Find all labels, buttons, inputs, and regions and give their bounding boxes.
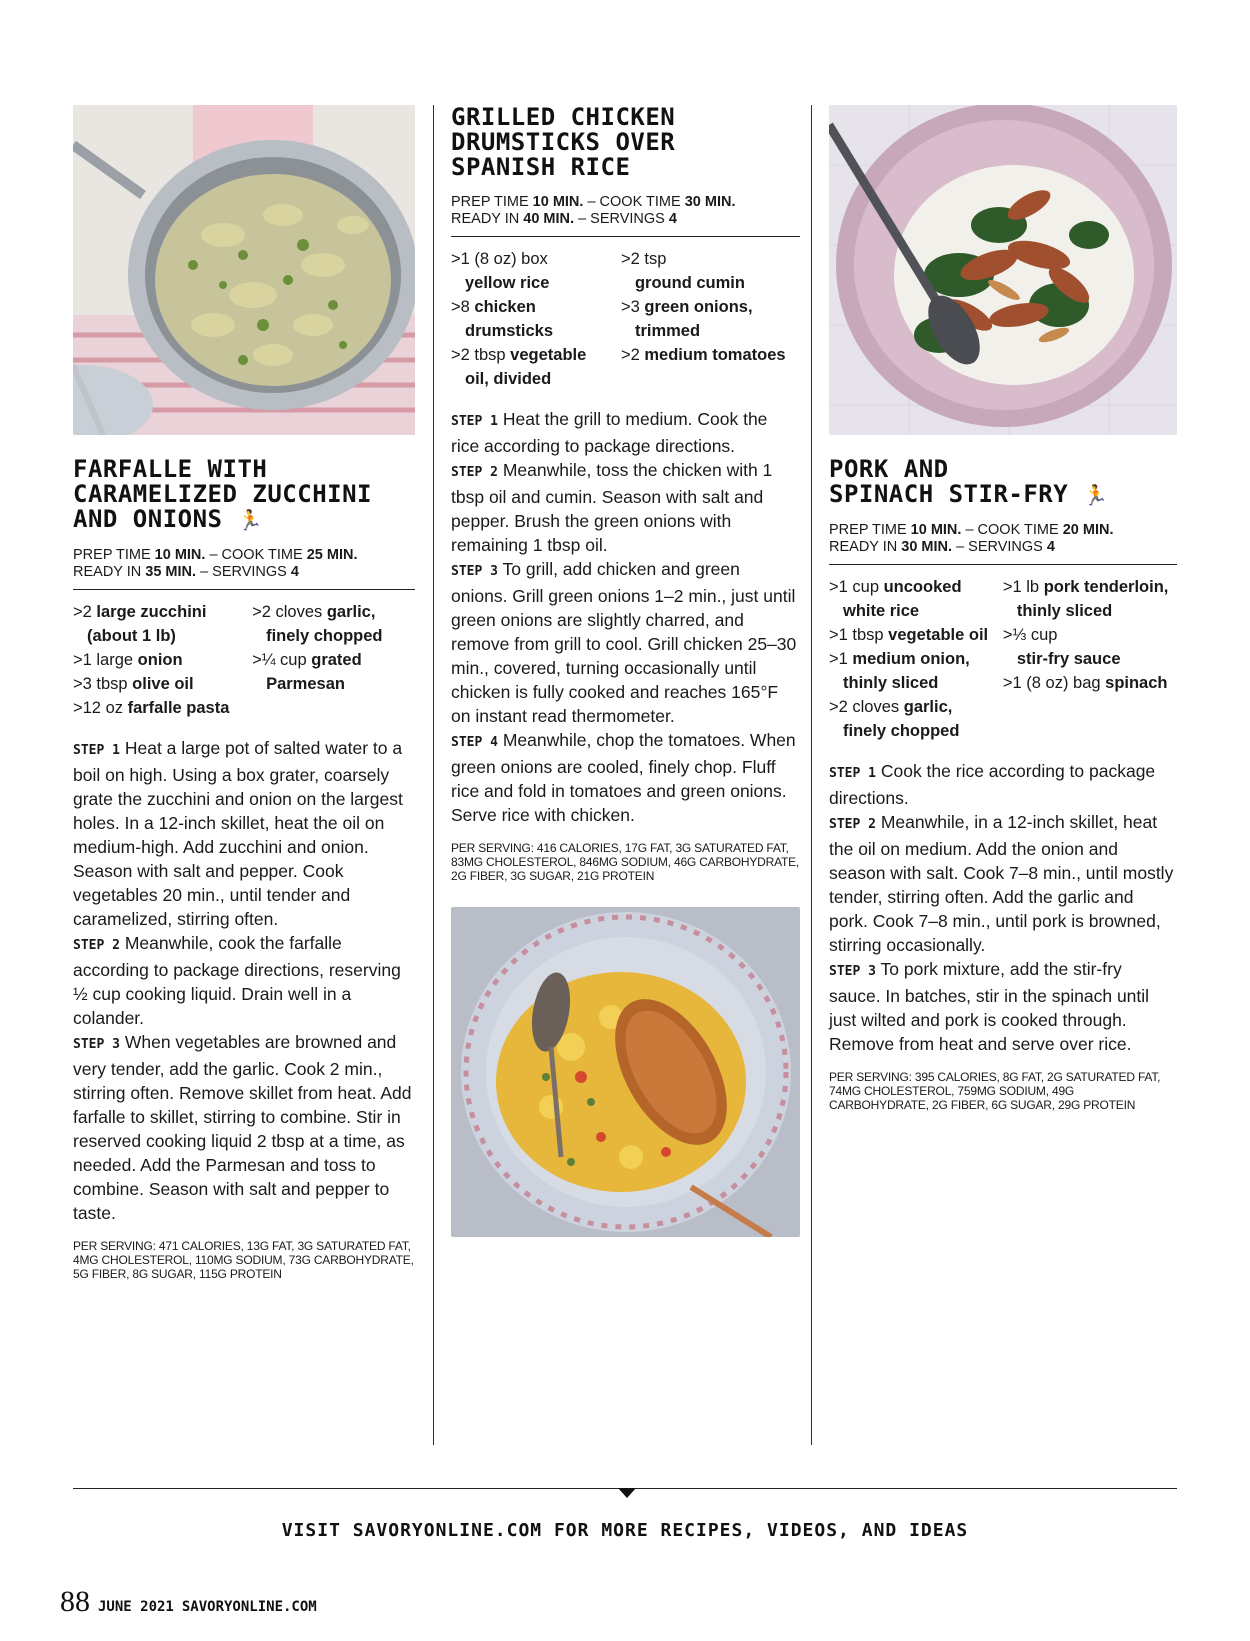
- chicken-illustration: [451, 907, 800, 1237]
- ingredient-qty: >2: [73, 603, 97, 621]
- step: [73, 1030, 415, 1225]
- step-label: STEP 3: [73, 1037, 120, 1052]
- farfalle-title: [73, 457, 415, 533]
- ingredient-line: [829, 599, 995, 623]
- ingredient-line: [829, 719, 995, 743]
- pork-illustration: [829, 105, 1177, 435]
- ingredient-line: [451, 343, 613, 367]
- prep-time: 10 MIN.: [910, 522, 962, 538]
- recipe-pork: [829, 105, 1177, 1112]
- ready-time: 35 MIN.: [145, 564, 197, 580]
- ingredient-name: large zucchini: [96, 603, 207, 621]
- step: [829, 759, 1177, 810]
- ingredient-name: garlic,: [326, 603, 376, 621]
- servings-label: – SERVINGS: [578, 211, 665, 227]
- pork-title: [829, 457, 1177, 508]
- farfalle-title-line1: FARFALLE WITH: [73, 455, 268, 483]
- ingredient-name: farfalle pasta: [127, 699, 230, 717]
- step-label: STEP 2: [73, 938, 120, 953]
- ingredient-line: [829, 671, 995, 695]
- ready-time: 30 MIN.: [901, 539, 953, 555]
- ingredient-line: [1003, 671, 1177, 695]
- ingredient-qty: >1: [829, 650, 853, 668]
- pork-photo: [829, 105, 1177, 435]
- ingredient-line: [252, 600, 415, 624]
- ingredient-qty: >2: [620, 346, 645, 364]
- ingredient-name: chicken: [474, 298, 536, 316]
- step: [73, 931, 415, 1030]
- ingredient-line: [451, 295, 613, 319]
- ingredient-line: [621, 271, 800, 295]
- ingredient-qty: >⅓ cup: [1002, 626, 1058, 644]
- ingredient-qty: >12 oz: [73, 699, 128, 717]
- ingredient-name: garlic,: [903, 698, 953, 716]
- step-label: STEP 1: [73, 743, 120, 758]
- step-text: Meanwhile, toss the chicken with 1 tbsp oil and cumin. Season with salt and pepper. Brush the green onions with remaining 1 tbsp oil.: [451, 460, 773, 555]
- prep-label: PREP TIME: [451, 194, 529, 210]
- ingredient-qty: >3 tbsp: [73, 675, 133, 693]
- ingredient-line: [1003, 647, 1177, 671]
- step: [451, 458, 800, 557]
- chicken-title-line2: DRUMSTICKS OVER: [451, 128, 676, 156]
- prep-label: PREP TIME: [829, 522, 907, 538]
- farfalle-nutrition: PER SERVING: 471 CALORIES, 13G FAT, 3G SATURATED FAT, 4MG CHOLESTEROL, 110MG SODIUM, 73G CARBOHYDRATE, 5G FIBER, 8G SUGAR, 115G PROTEIN: [73, 1239, 414, 1281]
- ingredient-line: [621, 319, 800, 343]
- ingredient-name: (about 1 lb): [87, 627, 176, 645]
- ingredient-qty: >2 cloves: [829, 698, 904, 716]
- recipe-farfalle: [73, 105, 415, 1281]
- step-label: STEP 3: [451, 564, 498, 579]
- step-label: STEP 2: [829, 817, 876, 832]
- ingredient-line: [829, 575, 995, 599]
- step-text: Cook the rice according to package directions.: [829, 761, 1156, 808]
- ingredient-line: [451, 367, 613, 391]
- prep-label: PREP TIME: [73, 547, 151, 563]
- ingredient-name: vegetable: [510, 346, 587, 364]
- cook-label: – COOK TIME: [587, 194, 681, 210]
- ingredient-name: medium tomatoes: [644, 346, 786, 364]
- ingredient-line: [829, 623, 995, 647]
- farfalle-illustration: [73, 105, 415, 435]
- site-url: SAVORYONLINE.COM: [181, 1599, 317, 1615]
- step: [829, 957, 1177, 1056]
- ingredient-name: ground cumin: [634, 274, 745, 292]
- ingredient-line: [621, 343, 800, 367]
- ingredient-line: [1003, 599, 1177, 623]
- pork-steps: [829, 759, 1177, 1056]
- ingredient-name: pork tenderloin,: [1043, 578, 1169, 596]
- farfalle-steps: [73, 736, 415, 1225]
- ready-time: 40 MIN.: [523, 211, 575, 227]
- servings-count: 4: [290, 564, 299, 580]
- ingredient-name: trimmed: [634, 322, 701, 340]
- ingredient-name: olive oil: [132, 675, 194, 693]
- chicken-times: [451, 194, 800, 237]
- cook-time: 30 MIN.: [684, 194, 736, 210]
- ingredient-line: [73, 648, 244, 672]
- cook-label: – COOK TIME: [209, 547, 303, 563]
- cook-time: 20 MIN.: [1062, 522, 1114, 538]
- farfalle-photo: [73, 105, 415, 435]
- ingredient-line: [621, 295, 800, 319]
- ingredient-line: [252, 648, 415, 672]
- ingredient-name: white rice: [843, 602, 920, 620]
- ready-label: READY IN: [73, 564, 142, 580]
- ingredient-qty: >1 large: [73, 651, 138, 669]
- ingredient-line: [73, 624, 244, 648]
- step: [451, 557, 800, 728]
- pork-ingredients: [829, 575, 1177, 743]
- step-text: Meanwhile, chop the tomatoes. When green onions are cooled, finely chop. Fluff rice and fold in tomatoes and green onions. Serve rice with chicken.: [451, 730, 796, 825]
- ingredient-line: [73, 672, 244, 696]
- step-text: To grill, add chicken and green onions. Grill green onions 1–2 min., just until green onions are slightly charred, and remove from grill to cool. Grill chicken 25–30 min., covered, turning occasionally until chicken is fully cooked and reaches 165°F on instant read thermometer.: [451, 559, 797, 726]
- step: [451, 407, 800, 458]
- ready-label: READY IN: [829, 539, 898, 555]
- ingredient-line: [1003, 623, 1177, 647]
- step-text: Meanwhile, in a 12-inch skillet, heat the oil on medium. Add the onion and season with salt. Cook 7–8 min., until mostly tender, stirring often. Add the garlic and pork. Cook 7–8 min., until pork is browned, stirring occasionally.: [829, 812, 1174, 955]
- prep-time: 10 MIN.: [154, 547, 206, 563]
- ingredient-name: yellow rice: [465, 274, 550, 292]
- runner-icon: 🏃: [1083, 483, 1109, 507]
- ingredient-name: stir-fry sauce: [1016, 650, 1121, 668]
- ingredient-line: [252, 624, 415, 648]
- ingredients-left: [451, 247, 613, 391]
- ingredient-qty: >1 cup: [829, 578, 884, 596]
- pork-times: [829, 522, 1177, 565]
- ingredients-right: [621, 247, 800, 391]
- pork-nutrition: PER SERVING: 395 CALORIES, 8G FAT, 2G SATURATED FAT, 74MG CHOLESTEROL, 759MG SODIUM, 49G CARBOHYDRATE, 2G FIBER, 6G SUGAR, 29G PROTEIN: [829, 1070, 1161, 1112]
- ingredient-line: [73, 696, 244, 720]
- ingredient-name: vegetable oil: [888, 626, 989, 644]
- folio: [60, 1585, 317, 1619]
- ingredient-qty: >1 (8 oz) box: [451, 250, 548, 268]
- farfalle-ingredients: [73, 600, 415, 720]
- recipe-chicken: [451, 105, 800, 1237]
- cook-time: 25 MIN.: [306, 547, 358, 563]
- ingredient-name: Parmesan: [266, 675, 345, 693]
- servings-label: – SERVINGS: [956, 539, 1043, 555]
- ingredients-left: [829, 575, 995, 743]
- step: [451, 728, 800, 827]
- ingredient-name: onion: [137, 651, 183, 669]
- chicken-ingredients: [451, 247, 800, 391]
- ready-label: READY IN: [451, 211, 520, 227]
- ingredient-qty: >2 cloves: [252, 603, 327, 621]
- prep-time: 10 MIN.: [532, 194, 584, 210]
- step-label: STEP 1: [451, 414, 498, 429]
- chevron-down-icon: [618, 1488, 636, 1498]
- ingredient-name: green onions,: [644, 298, 753, 316]
- chicken-nutrition: PER SERVING: 416 CALORIES, 17G FAT, 3G SATURATED FAT, 83MG CHOLESTEROL, 846MG SODIUM, 46G CARBOHYDRATE, 2G FIBER, 3G SUGAR, 21G PROTEIN: [451, 841, 800, 883]
- ingredient-qty: >1 lb: [1002, 578, 1044, 596]
- ingredient-qty: >3: [620, 298, 645, 316]
- step-label: STEP 2: [451, 465, 498, 480]
- ingredients-right: [1003, 575, 1177, 743]
- servings-label: – SERVINGS: [200, 564, 287, 580]
- ingredient-qty: >¼ cup: [252, 651, 312, 669]
- ingredient-line: [451, 319, 613, 343]
- ingredient-name: spinach: [1105, 674, 1168, 692]
- ingredient-line: [829, 695, 995, 719]
- cook-label: – COOK TIME: [965, 522, 1059, 538]
- ingredient-qty: >2 tsp: [620, 250, 667, 268]
- ingredient-qty: >2 tbsp: [451, 346, 511, 364]
- chicken-title-line1: GRILLED CHICKEN: [451, 103, 676, 131]
- ingredient-name: medium onion,: [852, 650, 970, 668]
- farfalle-title-line2: CARAMELIZED ZUCCHINI: [73, 480, 372, 508]
- page-number: 88: [60, 1585, 90, 1618]
- ingredient-line: [1003, 575, 1177, 599]
- issue-date: JUNE 2021: [98, 1599, 174, 1615]
- step: [829, 810, 1177, 957]
- step-text: When vegetables are browned and very tender, add the garlic. Cook 2 min., stirring often. Remove skillet from heat. Add farfalle to skillet, stirring to combine. Stir in reserved cooking liquid 2 tbsp at a time, as needed. Add the Parmesan and toss to combine. Season with salt and pepper to taste.: [73, 1032, 412, 1223]
- step-text: To pork mixture, add the stir-fry sauce. In batches, stir in the spinach until just wilted and pork is cooked through. Remove from heat and serve over rice.: [829, 959, 1150, 1054]
- servings-count: 4: [668, 211, 677, 227]
- servings-count: 4: [1046, 539, 1055, 555]
- ingredient-line: [451, 271, 613, 295]
- ingredient-qty: >1 tbsp: [829, 626, 889, 644]
- chicken-title: [451, 105, 800, 180]
- farfalle-times: [73, 547, 415, 590]
- column-divider-1: [433, 105, 434, 1445]
- chicken-title-line3: SPANISH RICE: [451, 153, 631, 181]
- ingredient-line: [252, 672, 415, 696]
- ingredient-line: [451, 247, 613, 271]
- pork-title-line2: SPINACH STIR-FRY: [829, 480, 1069, 508]
- ingredients-right: [252, 600, 415, 720]
- pork-title-line1: PORK AND: [829, 455, 949, 483]
- ingredient-qty: >1 (8 oz) bag: [1002, 674, 1106, 692]
- ingredient-name: drumsticks: [465, 322, 554, 340]
- step-text: Heat a large pot of salted water to a boil on high. Using a box grater, coarsely grate the zucchini and onion on the largest holes. In a 12-inch skillet, heat the oil on medium-high. Add zucchini and onion. Season with salt and pepper. Cook vegetables 20 min., until tender and caramelized, stirring often.: [73, 738, 403, 929]
- chicken-photo: [451, 907, 800, 1237]
- step: [73, 736, 415, 931]
- ingredient-name: oil, divided: [465, 370, 552, 388]
- ingredient-qty: >8: [451, 298, 475, 316]
- farfalle-title-line3: AND ONIONS: [73, 505, 223, 533]
- ingredient-name: uncooked: [883, 578, 962, 596]
- ingredient-name: thinly sliced: [1016, 602, 1113, 620]
- step-label: STEP 3: [829, 964, 876, 979]
- step-label: STEP 4: [451, 735, 498, 750]
- ingredient-line: [621, 247, 800, 271]
- ingredient-name: grated: [311, 651, 362, 669]
- step-label: STEP 1: [829, 766, 876, 781]
- ingredient-name: thinly sliced: [843, 674, 939, 692]
- runner-icon: 🏃: [237, 508, 263, 532]
- step-text: Meanwhile, cook the farfalle according to package directions, reserving ½ cup cooking liquid. Drain well in a colander.: [73, 933, 401, 1028]
- ingredients-left: [73, 600, 244, 720]
- step-text: Heat the grill to medium. Cook the rice according to package directions.: [451, 409, 768, 456]
- chicken-steps: [451, 407, 800, 827]
- ingredient-name: finely chopped: [843, 722, 960, 740]
- ingredient-name: finely chopped: [266, 627, 383, 645]
- footer-cta: VISIT SAVORYONLINE.COM FOR MORE RECIPES, VIDEOS, AND IDEAS: [281, 1520, 969, 1541]
- ingredient-line: [829, 647, 995, 671]
- ingredient-line: [73, 600, 244, 624]
- column-divider-2: [811, 105, 812, 1445]
